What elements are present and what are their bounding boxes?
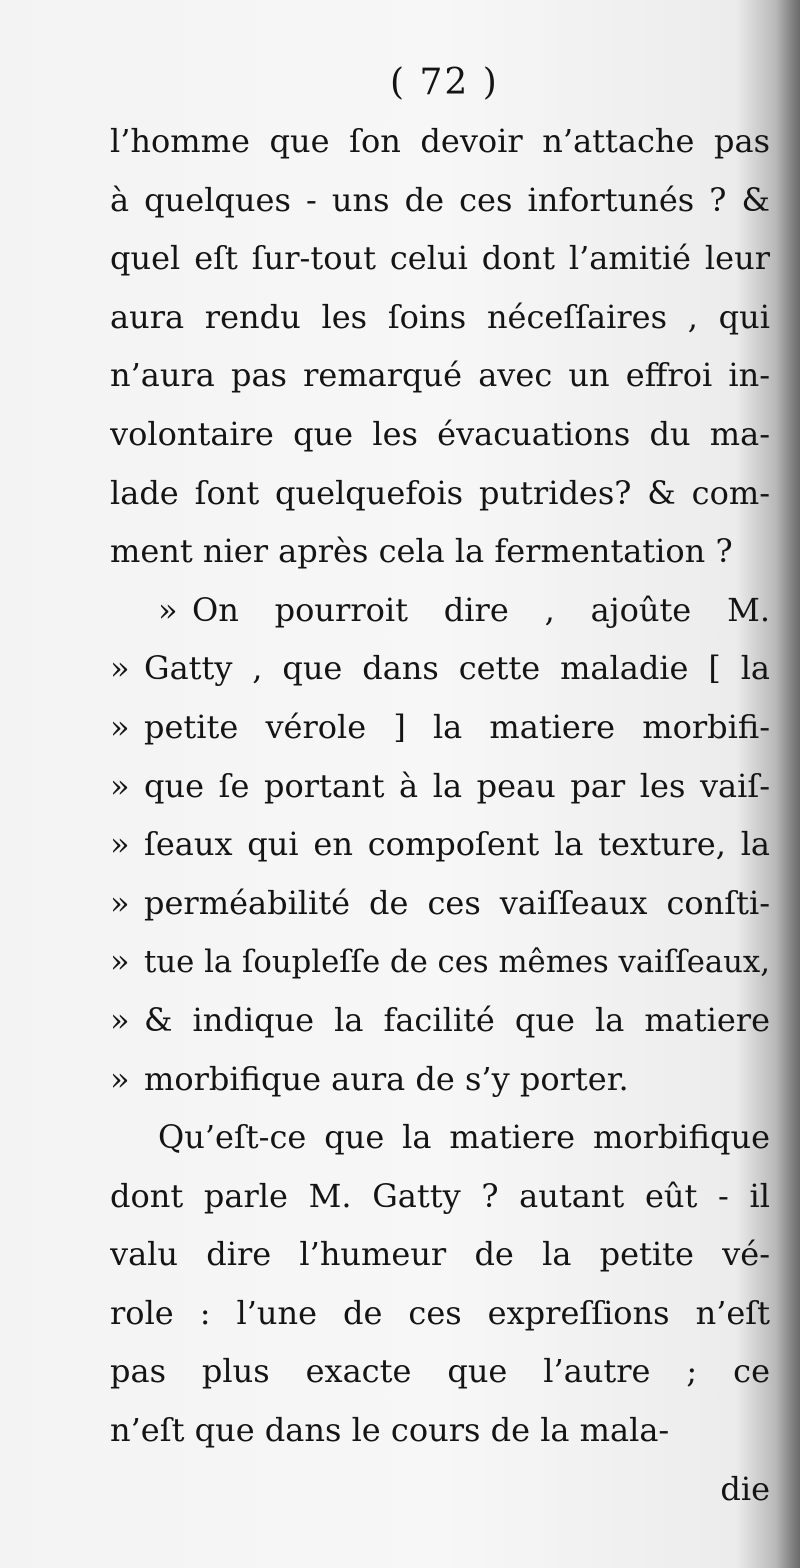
text-line — [110, 698, 770, 757]
line-text: n’eſt que dans le cours de la mala- — [110, 1411, 670, 1450]
quotation-mark: » — [110, 825, 130, 864]
line-text: On pourroit dire , ajoûte M. — [192, 590, 770, 629]
text-line — [110, 288, 770, 347]
text-line — [110, 1108, 770, 1167]
text-line — [110, 522, 770, 581]
text-line — [110, 464, 770, 523]
quotation-mark: » — [110, 649, 130, 688]
line-text: aura rendu les ſoins néceſſaires , qui — [110, 297, 770, 336]
text-line — [110, 1167, 770, 1226]
line-text: dont parle M. Gatty ? autant eût - il — [110, 1176, 770, 1215]
line-text: perméabilité de ces vaiſſeaux conſti- — [144, 883, 770, 922]
text-line — [110, 757, 770, 816]
quotation-mark: » — [158, 590, 178, 629]
line-text: ſeaux qui en compoſent la texture, la — [144, 825, 770, 864]
line-text: Gatty , que dans cette maladie [ la — [144, 649, 770, 688]
line-text: morbifique aura de s’y porter. — [144, 1059, 629, 1098]
body-text — [110, 112, 770, 1518]
text-line — [110, 639, 770, 698]
line-text: petite vérole ] la matiere morbifi- — [144, 707, 770, 746]
line-text: volontaire que les évacuations du ma- — [110, 414, 770, 453]
line-text: tue la ſoupleſſe de ces mêmes vaiſſeaux, — [144, 945, 770, 981]
quotation-mark: » — [110, 1000, 130, 1039]
line-text: quel eſt ſur-tout celui dont l’amitié leur — [110, 239, 770, 278]
text-line — [110, 1401, 770, 1460]
line-text: Qu’eſt-ce que la matiere morbifique — [158, 1118, 770, 1157]
line-text: lade ſont quelquefois putrides? & com- — [110, 473, 770, 512]
text-line — [110, 346, 770, 405]
text-line — [110, 1342, 770, 1401]
line-text: pas plus exacte que l’autre ; ce — [110, 1352, 770, 1391]
line-text: n’aura pas remarqué avec un effroi in- — [110, 356, 770, 395]
text-line — [110, 1050, 770, 1109]
text-line — [110, 581, 770, 640]
text-line — [110, 991, 770, 1050]
text-line — [110, 874, 770, 933]
page-edge-shadow — [776, 0, 800, 1568]
quotation-mark: » — [110, 883, 130, 922]
quotation-mark: » — [110, 1059, 130, 1098]
text-line — [110, 229, 770, 288]
text-line — [110, 112, 770, 171]
text-line — [110, 1225, 770, 1284]
quotation-mark: » — [110, 707, 130, 746]
text-line — [110, 815, 770, 874]
line-text: l’homme que ſon devoir n’attache pas — [110, 122, 770, 160]
line-text: & indique la facilité que la matiere — [144, 1000, 770, 1039]
line-text: ment nier après cela la fermentation ? — [110, 532, 733, 571]
line-text: à quelques - uns de ces infortunés ? & — [110, 180, 770, 219]
line-text: role : l’une de ces expreſſions n’eſt — [110, 1293, 770, 1332]
quotation-mark: » — [110, 942, 130, 981]
text-line — [110, 171, 770, 230]
line-text: valu dire l’humeur de la petite vé- — [110, 1235, 770, 1274]
text-line — [110, 405, 770, 464]
page-number: ( 72 ) — [390, 62, 499, 103]
quotation-mark: » — [110, 766, 130, 805]
catchword: die — [720, 1469, 770, 1508]
line-text: que ſe portant à la peau par les vaiſ- — [144, 766, 770, 805]
text-line — [110, 932, 770, 991]
text-line — [110, 1284, 770, 1343]
